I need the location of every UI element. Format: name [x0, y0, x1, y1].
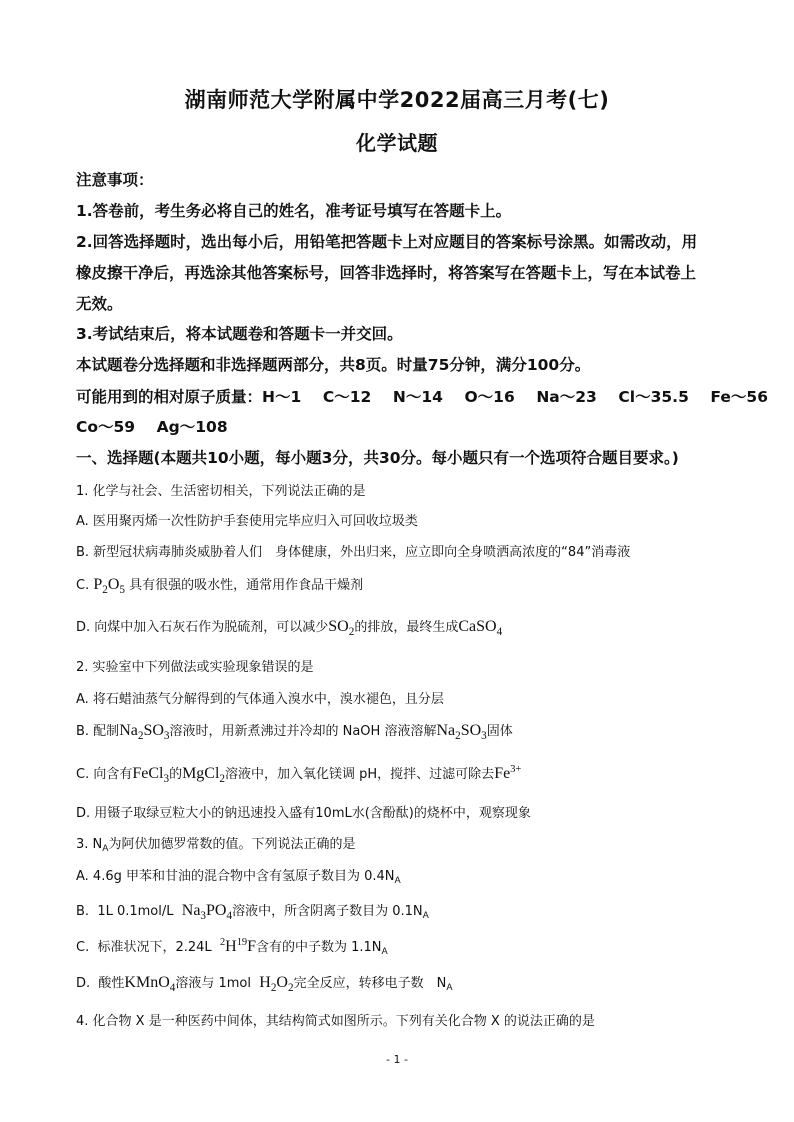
notice-item-3: 3.考试结束后，将本试题卷和答题卡一并交回。 — [76, 325, 403, 343]
atomic-masses-line-2: Co～59 Ag～108 — [76, 418, 228, 436]
q3-option-d: D. 酸性KMnO$_4$溶液与 1mol $H_2O_2$完全反应，转移电子数 $N_A$ — [76, 974, 453, 994]
q3-option-a: A. 4.6g 甲苯和甘油的混合物中含有氢原子数目为 $0.4N_A$ — [76, 869, 401, 887]
q4-stem: 4. 化合物 X 是一种医药中间体，其结构简式如图所示。下列有关化合物 X 的说法正确的是 — [76, 1014, 595, 1029]
exam-subtitle: 化学试题 — [356, 131, 438, 155]
q1-option-c-text: 具有很强的吸水性，通常用作食品干燥剂 — [129, 578, 364, 593]
notice-item-2-line-1: 2.回答选择题时，选出每小后，用铅笔把答题卡上对应题目的答案标号涂黑。如需改动，用 — [76, 233, 698, 251]
q1-option-d: D. 向煤中加入石灰石作为脱硫剂，可以减少$SO_2$的排放，最终生成CaSO$_4$ — [76, 618, 503, 638]
q2-option-c: C. 向含有FeCl$_3$的MgCl$_2$溶液中，加入氧化镁调 pH，搅拌、过滤可除去$Fe^{3+}$ — [76, 763, 522, 785]
q2-option-b: B. 配制$Na_2SO_3$溶液时，用新煮沸过并冷却的 NaOH 溶液溶解$Na_2SO_3$固体 — [76, 722, 513, 742]
h2o2-formula: $H_2O_2$ — [259, 974, 294, 994]
q3-stem: 3. $N_A$为阿伏加德罗常数的值。下列说法正确的是 — [76, 837, 356, 855]
q1-option-b: B. 新型冠状病毒肺炎威胁着人们 身体健康，外出归来，应立即向全身喷洒高浓度的“84”消毒液 — [76, 545, 631, 560]
fecl3-formula: FeCl$_3$ — [132, 765, 170, 785]
notice-item-2-line-3: 无效。 — [76, 295, 123, 313]
so2-formula: $SO_2$ — [328, 618, 355, 638]
exam-title: 湖南师范大学附属中学2022届高三月考(七) — [184, 88, 610, 112]
fe3-ion: $Fe^{3+}$ — [494, 763, 522, 782]
na2so3-formula-2: $Na_2SO_3$ — [436, 722, 487, 742]
na3po4-formula: $Na_3PO_4$ — [181, 902, 233, 922]
exam-info: 本试题卷分选择题和非选择题两部分，共8页。时量75分钟，满分100分。 — [76, 356, 591, 374]
q1-option-c — [76, 574, 726, 596]
q2-option-d: D. 用镊子取绿豆粒大小的钠迅速投入盛有10mL水(含酚酞)的烧杯中，观察现象 — [76, 806, 531, 821]
mgcl2-formula: MgCl$_2$ — [182, 765, 226, 785]
q2-stem: 2. 实验室中下列做法或实验现象错误的是 — [76, 660, 314, 675]
notice-item-2-line-2: 橡皮擦干净后，再选涂其他答案标号，回答非选择时，将答案写在答题卡上，写在本试卷上 — [76, 264, 697, 282]
q3-option-c: C. 标准状况下，2.24L $^2H^{19}F$含有的中子数为 $1.1N_A$ — [76, 936, 388, 958]
atomic-masses-line-1: 可能用到的相对原子质量：H～1 C～12 N～14 O～16 Na～23 Cl～35.5 Fe～56 — [76, 388, 768, 406]
q3-option-b: B. 1L 0.1mol/L $Na_3PO_4$溶液中，所含阴离子数目为 $0.1N_A$ — [76, 902, 429, 922]
q1-stem: 1. 化学与社会、生活密切相关，下列说法正确的是 — [76, 484, 366, 499]
notice-heading: 注意事项： — [76, 171, 154, 189]
caso4-formula: CaSO$_4$ — [458, 618, 503, 638]
kmno4-formula: KMnO$_4$ — [124, 974, 176, 994]
hf-formula: $^2H^{19}F$ — [219, 936, 256, 955]
q2-option-a: A. 将石蜡油蒸气分解得到的气体通入溴水中，溴水褪色，且分层 — [76, 692, 444, 707]
q1-option-a: A. 医用聚丙烯一次性防护手套使用完毕应归入可回收垃圾类 — [76, 514, 418, 529]
section-1-heading: 一、选择题(本题共10小题，每小题3分，共30分。每小题只有一个选项符合题目要求。) — [76, 449, 679, 467]
p2o5-formula: $P_2O_5$ — [93, 576, 125, 596]
q1-option-c-label: C. — [76, 578, 94, 593]
na2so3-formula: $Na_2SO_3$ — [119, 722, 170, 742]
notice-item-1: 1.答卷前，考生务必将自己的姓名，准考证号填写在答题卡上。 — [76, 202, 512, 220]
page-number: - 1 - — [386, 1053, 408, 1066]
